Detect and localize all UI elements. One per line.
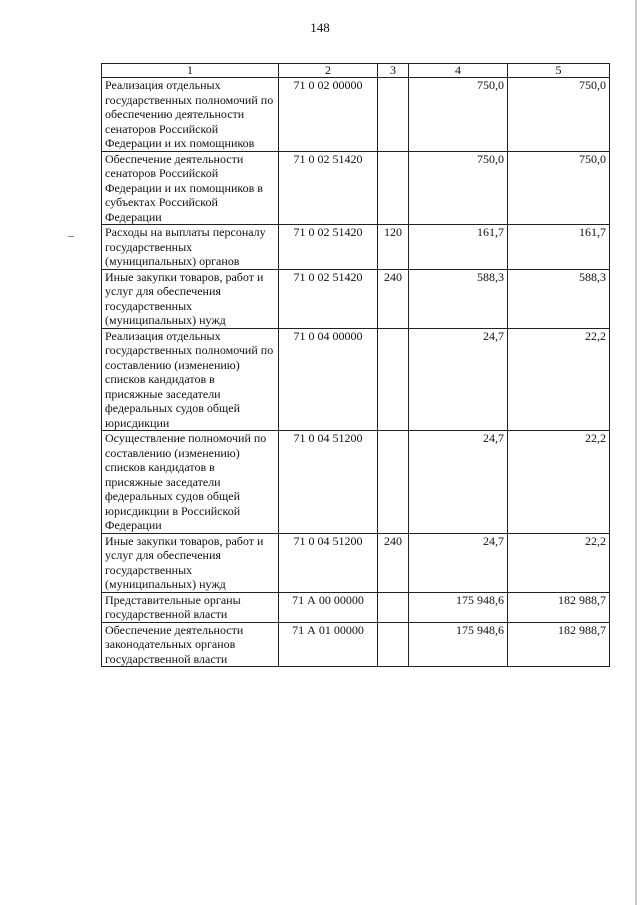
column-header-3: 3 [378, 64, 409, 78]
expense-type [378, 431, 409, 534]
amount-column-5: 22,2 [508, 328, 610, 431]
table-row [102, 622, 610, 667]
item-name: Расходы на выплаты персоналу государственных (муниципальных) органов [102, 225, 279, 270]
amount-column-5: 588,3 [508, 269, 610, 328]
amount-column-4: 750,0 [409, 151, 508, 225]
amount-column-5: 182 988,7 [508, 622, 610, 667]
table-header-row [102, 64, 610, 78]
amount-column-4: 24,7 [409, 533, 508, 592]
item-name: Иные закупки товаров, работ и услуг для обеспечения государственных (муниципальных) нужд [102, 269, 279, 328]
target-article-code: 71 0 04 51200 [279, 431, 378, 534]
target-article-code: 71 0 02 00000 [279, 78, 378, 152]
amount-column-5: 22,2 [508, 533, 610, 592]
item-name: Осуществление полномочий по составлению (изменению) списков кандидатов в присяжные заседатели федеральных судов общей юрисдикции в Российской Федерации [102, 431, 279, 534]
target-article-code: 71 0 02 51420 [279, 225, 378, 270]
target-article-code: 71 А 01 00000 [279, 622, 378, 667]
expense-type [378, 592, 409, 622]
table-row [102, 225, 610, 270]
column-header-4: 4 [409, 64, 508, 78]
column-header-2: 2 [279, 64, 378, 78]
table-row [102, 269, 610, 328]
target-article-code: 71 А 00 00000 [279, 592, 378, 622]
item-name: Представительные органы государственной власти [102, 592, 279, 622]
expense-type: 240 [378, 533, 409, 592]
item-name: Иные закупки товаров, работ и услуг для обеспечения государственных (муниципальных) нужд [102, 533, 279, 592]
table-row [102, 431, 610, 534]
amount-column-4: 588,3 [409, 269, 508, 328]
column-header-1: 1 [102, 64, 279, 78]
amount-column-4: 24,7 [409, 431, 508, 534]
page-number: 148 [310, 20, 330, 35]
table-row [102, 78, 610, 152]
expense-type [378, 78, 409, 152]
scan-artifact [68, 236, 74, 237]
expense-type [378, 622, 409, 667]
amount-column-4: 175 948,6 [409, 622, 508, 667]
expense-type: 240 [378, 269, 409, 328]
target-article-code: 71 0 04 00000 [279, 328, 378, 431]
item-name: Реализация отдельных государственных полномочий по составлению (изменению) списков кандидатов в присяжные заседатели федеральных судов общей юрисдикции [102, 328, 279, 431]
table-row [102, 533, 610, 592]
amount-column-4: 161,7 [409, 225, 508, 270]
table-row [102, 328, 610, 431]
scan-edge-shadow [635, 0, 637, 905]
amount-column-5: 750,0 [508, 151, 610, 225]
target-article-code: 71 0 02 51420 [279, 269, 378, 328]
expense-type: 120 [378, 225, 409, 270]
amount-column-5: 22,2 [508, 431, 610, 534]
item-name: Реализация отдельных государственных полномочий по обеспечению деятельности сенаторов Российской Федерации и их помощников [102, 78, 279, 152]
amount-column-5: 182 988,7 [508, 592, 610, 622]
table-row [102, 592, 610, 622]
column-header-5: 5 [508, 64, 610, 78]
budget-table [101, 63, 610, 667]
amount-column-5: 161,7 [508, 225, 610, 270]
amount-column-4: 750,0 [409, 78, 508, 152]
item-name: Обеспечение деятельности законодательных органов государственной власти [102, 622, 279, 667]
amount-column-4: 24,7 [409, 328, 508, 431]
target-article-code: 71 0 02 51420 [279, 151, 378, 225]
amount-column-5: 750,0 [508, 78, 610, 152]
target-article-code: 71 0 04 51200 [279, 533, 378, 592]
amount-column-4: 175 948,6 [409, 592, 508, 622]
item-name: Обеспечение деятельности сенаторов Российской Федерации и их помощников в субъектах Российской Федерации [102, 151, 279, 225]
table-row [102, 151, 610, 225]
expense-type [378, 328, 409, 431]
expense-type [378, 151, 409, 225]
